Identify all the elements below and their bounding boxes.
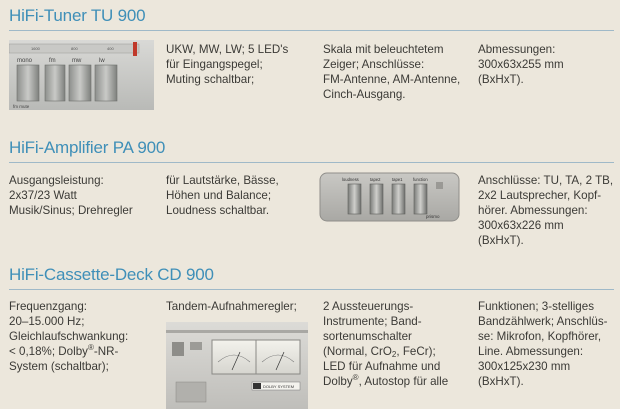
cassette-front-panel-image (166, 322, 308, 409)
text-line: FM-Antenne, AM-Antenne, (323, 73, 461, 86)
amplifier-button-label: function (413, 177, 428, 182)
text-line: (BxHxT). (478, 234, 524, 247)
text-line: Anschlüsse: TU, TA, 2 TB, (478, 174, 614, 187)
text-line: Funktionen; 3-stelliges (478, 300, 594, 313)
text-line: Frequenzgang: (9, 300, 87, 313)
text-line: 2x37/23 Watt (9, 189, 77, 202)
tuner-features-col3 (478, 42, 564, 87)
text-line: Loudness schaltbar. (166, 204, 270, 217)
text-fragment: , FeCr); (396, 345, 436, 358)
tuner-photo (9, 40, 154, 110)
text-fragment: (Normal, CrO (323, 345, 392, 358)
text-line (323, 374, 448, 389)
text-line: Cinch-Ausgang. (323, 88, 406, 101)
tuner-scale-label: 400 (107, 46, 114, 51)
text-line: 20–15.000 Hz; (9, 315, 85, 328)
cassette-features-col3 (323, 299, 448, 389)
tuner-button-label: mono (17, 58, 33, 64)
cassette-photo-badge: DOLBY SYSTEM (263, 384, 295, 389)
registered-mark: ® (87, 343, 94, 353)
text-line: Ausgangsleistung: (9, 174, 104, 187)
text-line: LED für Aufnahme und (323, 360, 441, 373)
tuner-photo-caption: fm mute (13, 104, 30, 109)
text-line: (BxHxT). (478, 375, 524, 388)
amplifier-rule (9, 162, 614, 163)
amplifier-button-label: tape1 (392, 177, 403, 182)
text-fragment: < 0,18%; Dolby (9, 345, 88, 358)
text-line: (BxHxT). (478, 73, 524, 86)
amplifier-photo (318, 172, 461, 222)
cassette-rule (9, 289, 614, 290)
amplifier-features-col3 (478, 173, 613, 248)
text-line: Musik/Sinus; Drehregler (9, 204, 133, 217)
text-line: se: Mikrofon, Kopfhörer, (478, 330, 602, 343)
text-line: Gleichlaufschwankung: (9, 330, 129, 343)
amplifier-features-col2 (166, 173, 279, 218)
text-line (323, 344, 448, 359)
text-line: Zeiger; Anschlüsse: (323, 58, 425, 71)
text-line: Skala mit beleuchtetem (323, 43, 444, 56)
text-line: Höhen und Balance; (166, 189, 272, 202)
text-line: Line. Abmessungen: (478, 345, 584, 358)
registered-mark: ® (352, 373, 359, 383)
text-line: 2x2 Lautsprecher, Kopf- (478, 189, 602, 202)
text-line: für Eingangspegel; (166, 58, 263, 71)
subscript: 2 (391, 350, 397, 359)
amplifier-front-panel-image (318, 172, 461, 222)
text-line: 300x125x230 mm (478, 360, 571, 373)
tuner-button-label: fm (49, 58, 56, 64)
text-line: sortenumschalter (323, 330, 412, 343)
text-line: 2 Aussteuerungs- (323, 300, 414, 313)
tuner-button-label: lw (99, 58, 105, 64)
tuner-scale-label: 1600 (31, 46, 40, 51)
tuner-rule (9, 30, 614, 31)
tuner-title: HiFi-Tuner TU 900 (9, 6, 146, 25)
cassette-photo (166, 322, 308, 409)
cassette-title: HiFi-Cassette-Deck CD 900 (9, 265, 214, 284)
amplifier-button-label: loudness (342, 177, 359, 182)
text-line: 300x63x255 mm (478, 58, 564, 71)
tuner-button-label: mw (72, 58, 82, 64)
text-line: 300x63x226 mm (478, 219, 564, 232)
amplifier-photo-caption: prismo (426, 214, 440, 219)
text-line (9, 344, 128, 359)
text-line: hörer. Abmessungen: (478, 204, 588, 217)
text-line: Muting schaltbar; (166, 73, 255, 86)
cassette-features-col1 (9, 299, 128, 374)
amplifier-features-col1 (9, 173, 133, 218)
amplifier-button-label: tape2 (370, 177, 381, 182)
text-line: UKW, MW, LW; 5 LED's (166, 43, 289, 56)
text-line: Tandem-Aufnahmeregler; (166, 300, 297, 313)
text-line: System (schaltbar); (9, 360, 109, 373)
tuner-features-col1 (166, 42, 288, 87)
text-fragment: -NR- (93, 345, 119, 358)
cassette-features-col4 (478, 299, 608, 389)
text-fragment: , Autostop für alle (358, 375, 449, 388)
amplifier-title: HiFi-Amplifier PA 900 (9, 138, 166, 157)
text-fragment: Dolby (323, 375, 353, 388)
text-line: Instrumente; Band- (323, 315, 422, 328)
tuner-features-col2 (323, 42, 460, 102)
text-line: für Lautstärke, Bässe, (166, 174, 279, 187)
text-line: Bandzählwerk; Anschlüs- (478, 315, 608, 328)
text-line: Abmessungen: (478, 43, 556, 56)
tuner-scale-label: 800 (71, 46, 78, 51)
cassette-features-col2 (166, 299, 297, 314)
tuner-front-panel-image (9, 40, 154, 110)
